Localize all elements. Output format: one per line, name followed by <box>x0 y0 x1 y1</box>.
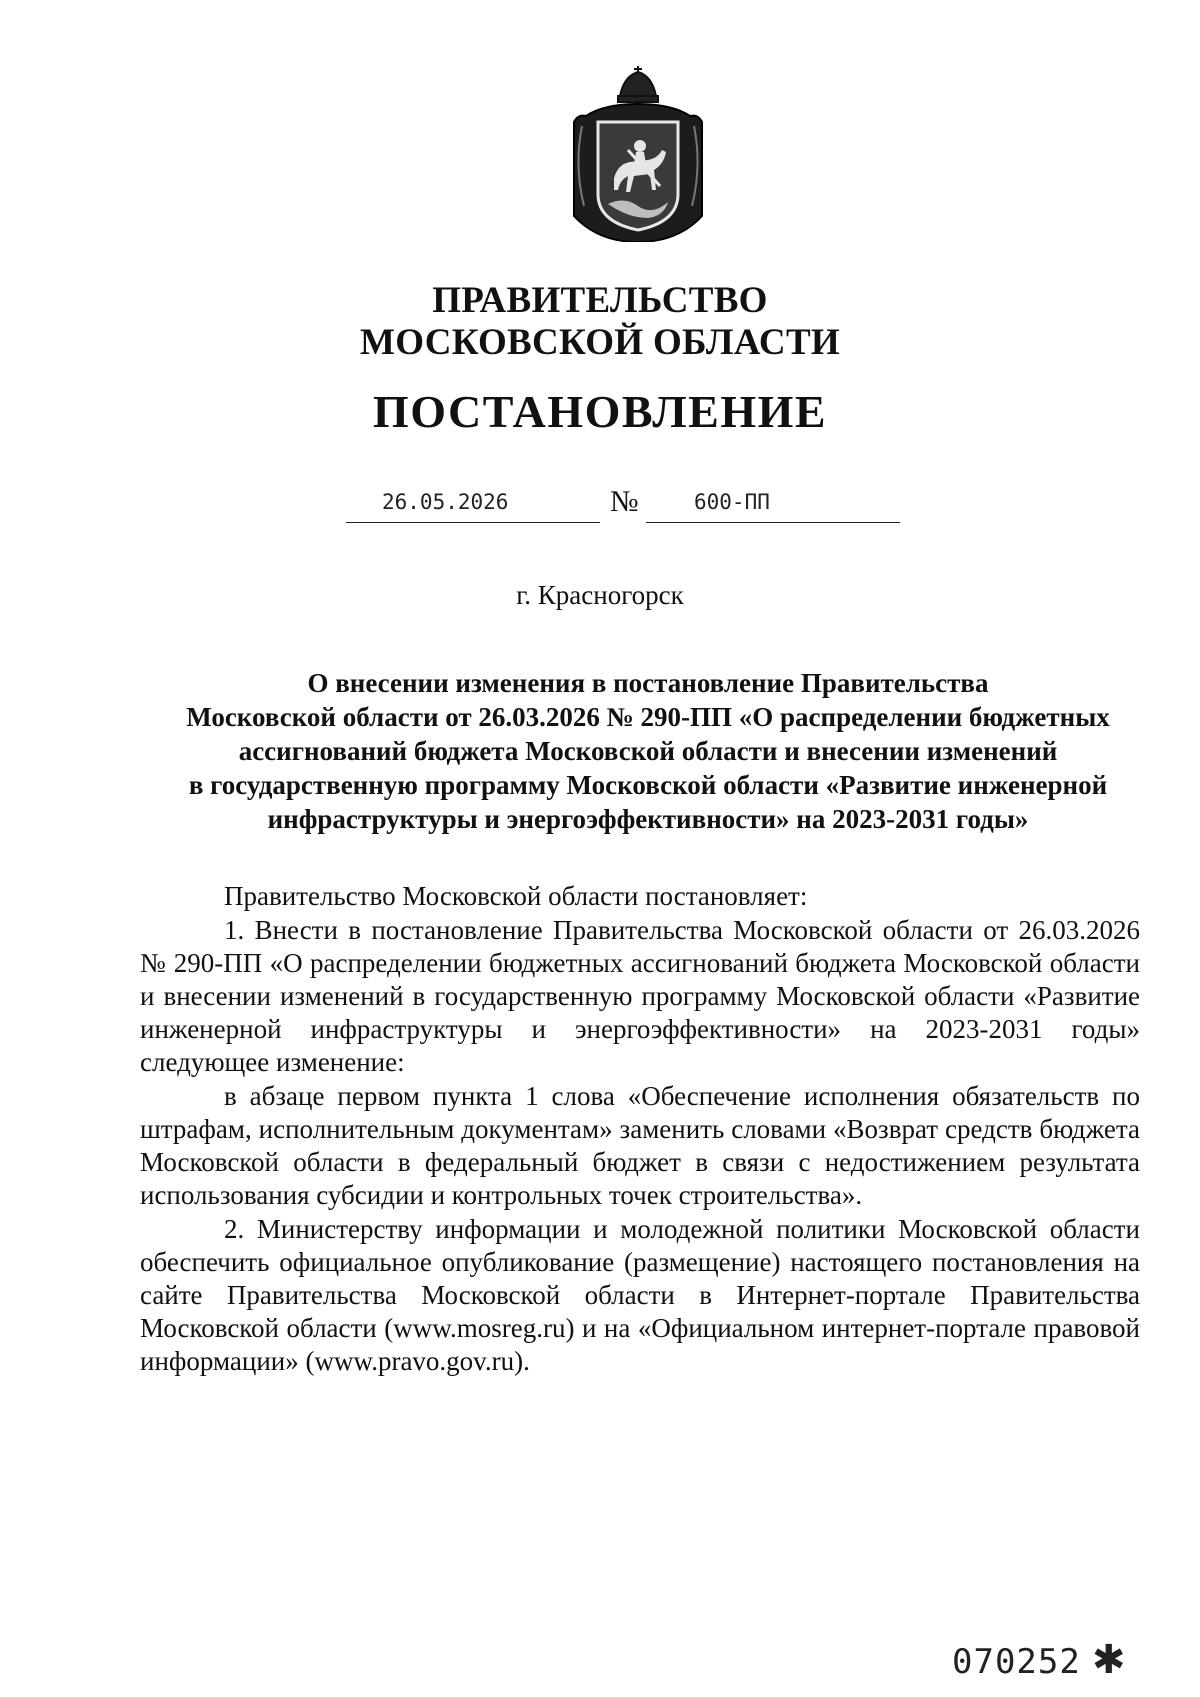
organization-name-line2: МОСКОВСКОЙ ОБЛАСТИ <box>359 322 841 363</box>
document-number: 600-ПП <box>694 490 770 514</box>
date-underline <box>346 522 600 523</box>
paragraph-1-detail: в абзаце первом пункта 1 слова «Обеспечение исполнения обязательств по штрафам, исполнительным документам» заменить словами «Возврат средств бюджета Московской области в федеральный бюджет в связи с недостижением результата использования субсидии и контрольных точек строительства». <box>140 1081 1140 1210</box>
title-line: инфраструктуры и энергоэффективности» на 2023-2031 годы» <box>267 804 1029 834</box>
document-title <box>148 666 1148 836</box>
number-sign: № <box>610 485 639 518</box>
city-name: г. Красногорск <box>516 580 684 610</box>
serial-asterisk-icon: ✱ <box>1092 1637 1126 1682</box>
document-date: 26.05.2026 <box>382 490 509 514</box>
title-line: ассигнований бюджета Московской области и внесении изменений <box>238 736 1058 766</box>
title-line: О внесении изменения в постановление Правительства <box>307 668 989 698</box>
title-line: Московской области от 26.03.2026 № 290-ПП «О распределении бюджетных <box>186 702 1110 732</box>
paragraph-2: 2. Министерству информации и молодежной политики Московской области обеспечить официальное опубликование (размещение) настоящего постановления на сайте Правительства Московской области в Интернет-портале Правительства Московской области (www.mosreg.ru) и на «Официальном интернет-портале правовой информации» (www.pravo.gov.ru). <box>140 1214 1140 1376</box>
coat-of-arms-icon <box>568 66 708 242</box>
serial-number: 070252 <box>952 1642 1081 1682</box>
document-type: ПОСТАНОВЛЕНИЕ <box>372 386 828 437</box>
paragraph-1: 1. Внести в постановление Правительства Московской области от 26.03.2026 № 290-ПП «О распределении бюджетных ассигнований бюджета Московской области и внесении изменений в государственную программу Московской области «Развитие инженерной инфраструктуры и энергоэффективности» на 2023-2031 годы» следующее изменение: <box>140 915 1140 1077</box>
preamble-paragraph: Правительство Московской области постановляет: <box>224 881 808 911</box>
organization-name-line1: ПРАВИТЕЛЬСТВО <box>432 280 768 321</box>
document-body <box>140 880 1140 1379</box>
number-underline <box>646 522 900 523</box>
title-line: в государственную программу Московской области «Развитие инженерной <box>188 770 1108 800</box>
